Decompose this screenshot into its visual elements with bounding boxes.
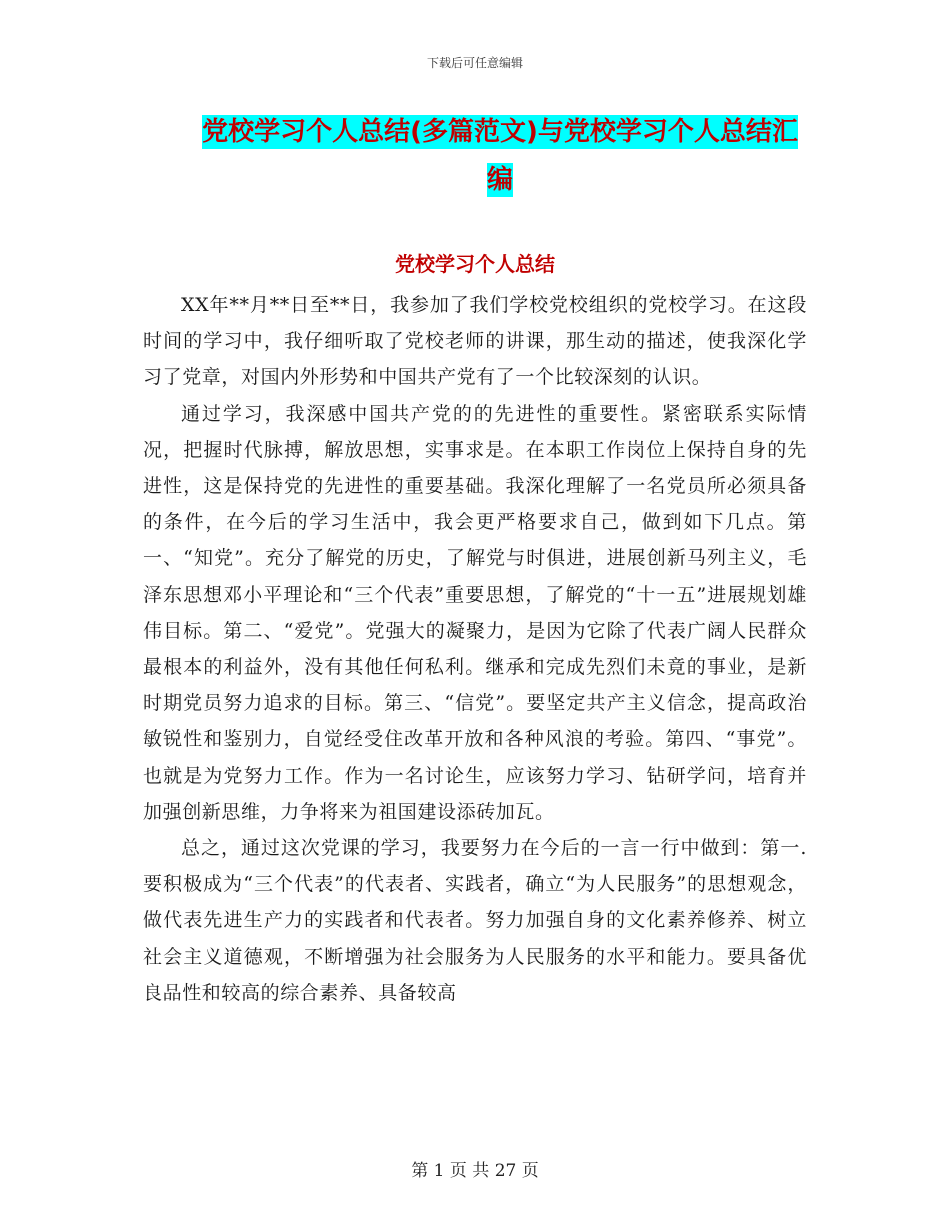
- paragraph-3: 总之，通过这次党课的学习，我要努力在今后的一言一行中做到：第一.要积极成为“三个代表”的代表者、实践者，确立“为人民服务”的思想观念，做代表先进生产力的实践者和代表者。努力加强自身的文化素养修养、树立社会主义道德观，不断增强为社会服务为人民服务的水平和能力。要具备优良品性和较高的综合素养、具备较高: [143, 837, 807, 1004]
- paragraph-1: XX年**月**日至**日，我参加了我们学校党校组织的党校学习。在这段时间的学习中，我仔细听取了党校老师的讲课，那生动的描述，使我深化学习了党章，对国内外形势和中国共产党有了一个比较深刻的认识。: [143, 294, 807, 389]
- page-number: 第 1 页 共 27 页: [411, 1161, 539, 1181]
- body-text: [143, 287, 807, 1011]
- section-heading: 党校学习个人总结: [395, 252, 555, 276]
- document-title: [190, 108, 810, 204]
- paragraph-2: 通过学习，我深感中国共产党的的先进性的重要性。紧密联系实际情况，把握时代脉搏，解放思想，实事求是。在本职工作岗位上保持自身的先进性，这是保持党的先进性的重要基础。我深化理解了一名党员所必须具备的条件，在今后的学习生活中，我会更严格要求自己，做到如下几点。第一、“知党”。充分了解党的历史，了解党与时俱进，进展创新马列主义，毛泽东思想邓小平理论和“三个代表”重要思想，了解党的“十一五”进展规划雄伟目标。第二、“爱党”。党强大的凝聚力，是因为它除了代表广阔人民群众最根本的利益外，没有其他任何私利。继承和完成先烈们未竟的事业，是新时期党员努力追求的目标。第三、“信党”。要坚定共产主义信念，提高政治敏锐性和鉴别力，自觉经受住改革开放和各种风浪的考验。第四、“事党”。也就是为党努力工作。作为一名讨论生，应该努力学习、钻研学问，培育并加强创新思维，力争将来为祖国建设添砖加瓦。: [143, 402, 807, 823]
- header-note: 下载后可任意编辑: [426, 56, 523, 70]
- document-title-text: 党校学习个人总结(多篇范文)与党校学习个人总结汇编: [202, 117, 798, 195]
